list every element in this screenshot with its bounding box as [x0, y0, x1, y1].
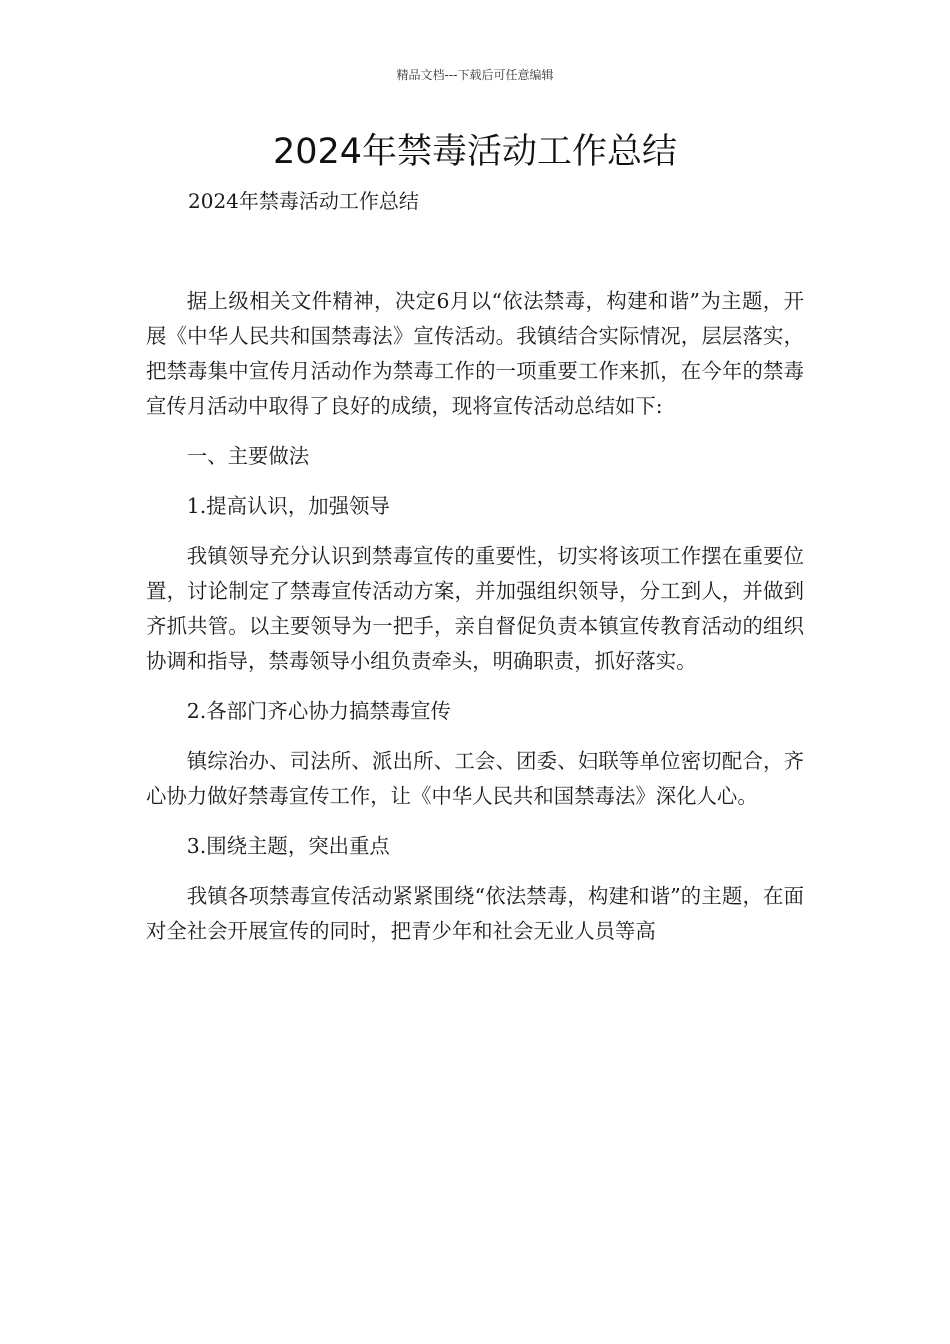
document-body — [146, 284, 804, 964]
paragraph-theme: 我镇各项禁毒宣传活动紧紧围绕“依法禁毒，构建和谐”的主题，在面对全社会开展宣传的同时，把青少年和社会无业人员等高 — [146, 884, 804, 943]
document-subtitle: 2024年禁毒活动工作总结 — [188, 189, 419, 213]
paragraph-departments: 镇综治办、司法所、派出所、工会、团委、妇联等单位密切配合，齐心协力做好禁毒宣传工作，让《中华人民共和国禁毒法》深化人心。 — [146, 749, 804, 808]
header-note: 精品文档---下载后可任意编辑 — [396, 68, 554, 82]
paragraph-intro: 据上级相关文件精神，决定6月以“依法禁毒，构建和谐”为主题，开展《中华人民共和国禁毒法》宣传活动。我镇结合实际情况，层层落实，把禁毒集中宣传月活动作为禁毒工作的一项重要工作来抓，在今年的禁毒宣传月活动中取得了良好的成绩，现将宣传活动总结如下: — [146, 289, 804, 418]
document-title: 2024年禁毒活动工作总结 — [272, 132, 678, 172]
subheading-1: 1.提高认识，加强领导 — [186, 494, 390, 518]
subheading-2: 2.各部门齐心协力搞禁毒宣传 — [186, 699, 451, 723]
section-heading-main-practices: 一、主要做法 — [186, 444, 310, 468]
subheading-3: 3.围绕主题，突出重点 — [186, 834, 390, 858]
paragraph-leadership: 我镇领导充分认识到禁毒宣传的重要性，切实将该项工作摆在重要位置，讨论制定了禁毒宣传活动方案，并加强组织领导，分工到人，并做到齐抓共管。以主要领导为一把手，亲自督促负责本镇宣传教育活动的组织协调和指导，禁毒领导小组负责牵头，明确职责，抓好落实。 — [146, 544, 804, 673]
